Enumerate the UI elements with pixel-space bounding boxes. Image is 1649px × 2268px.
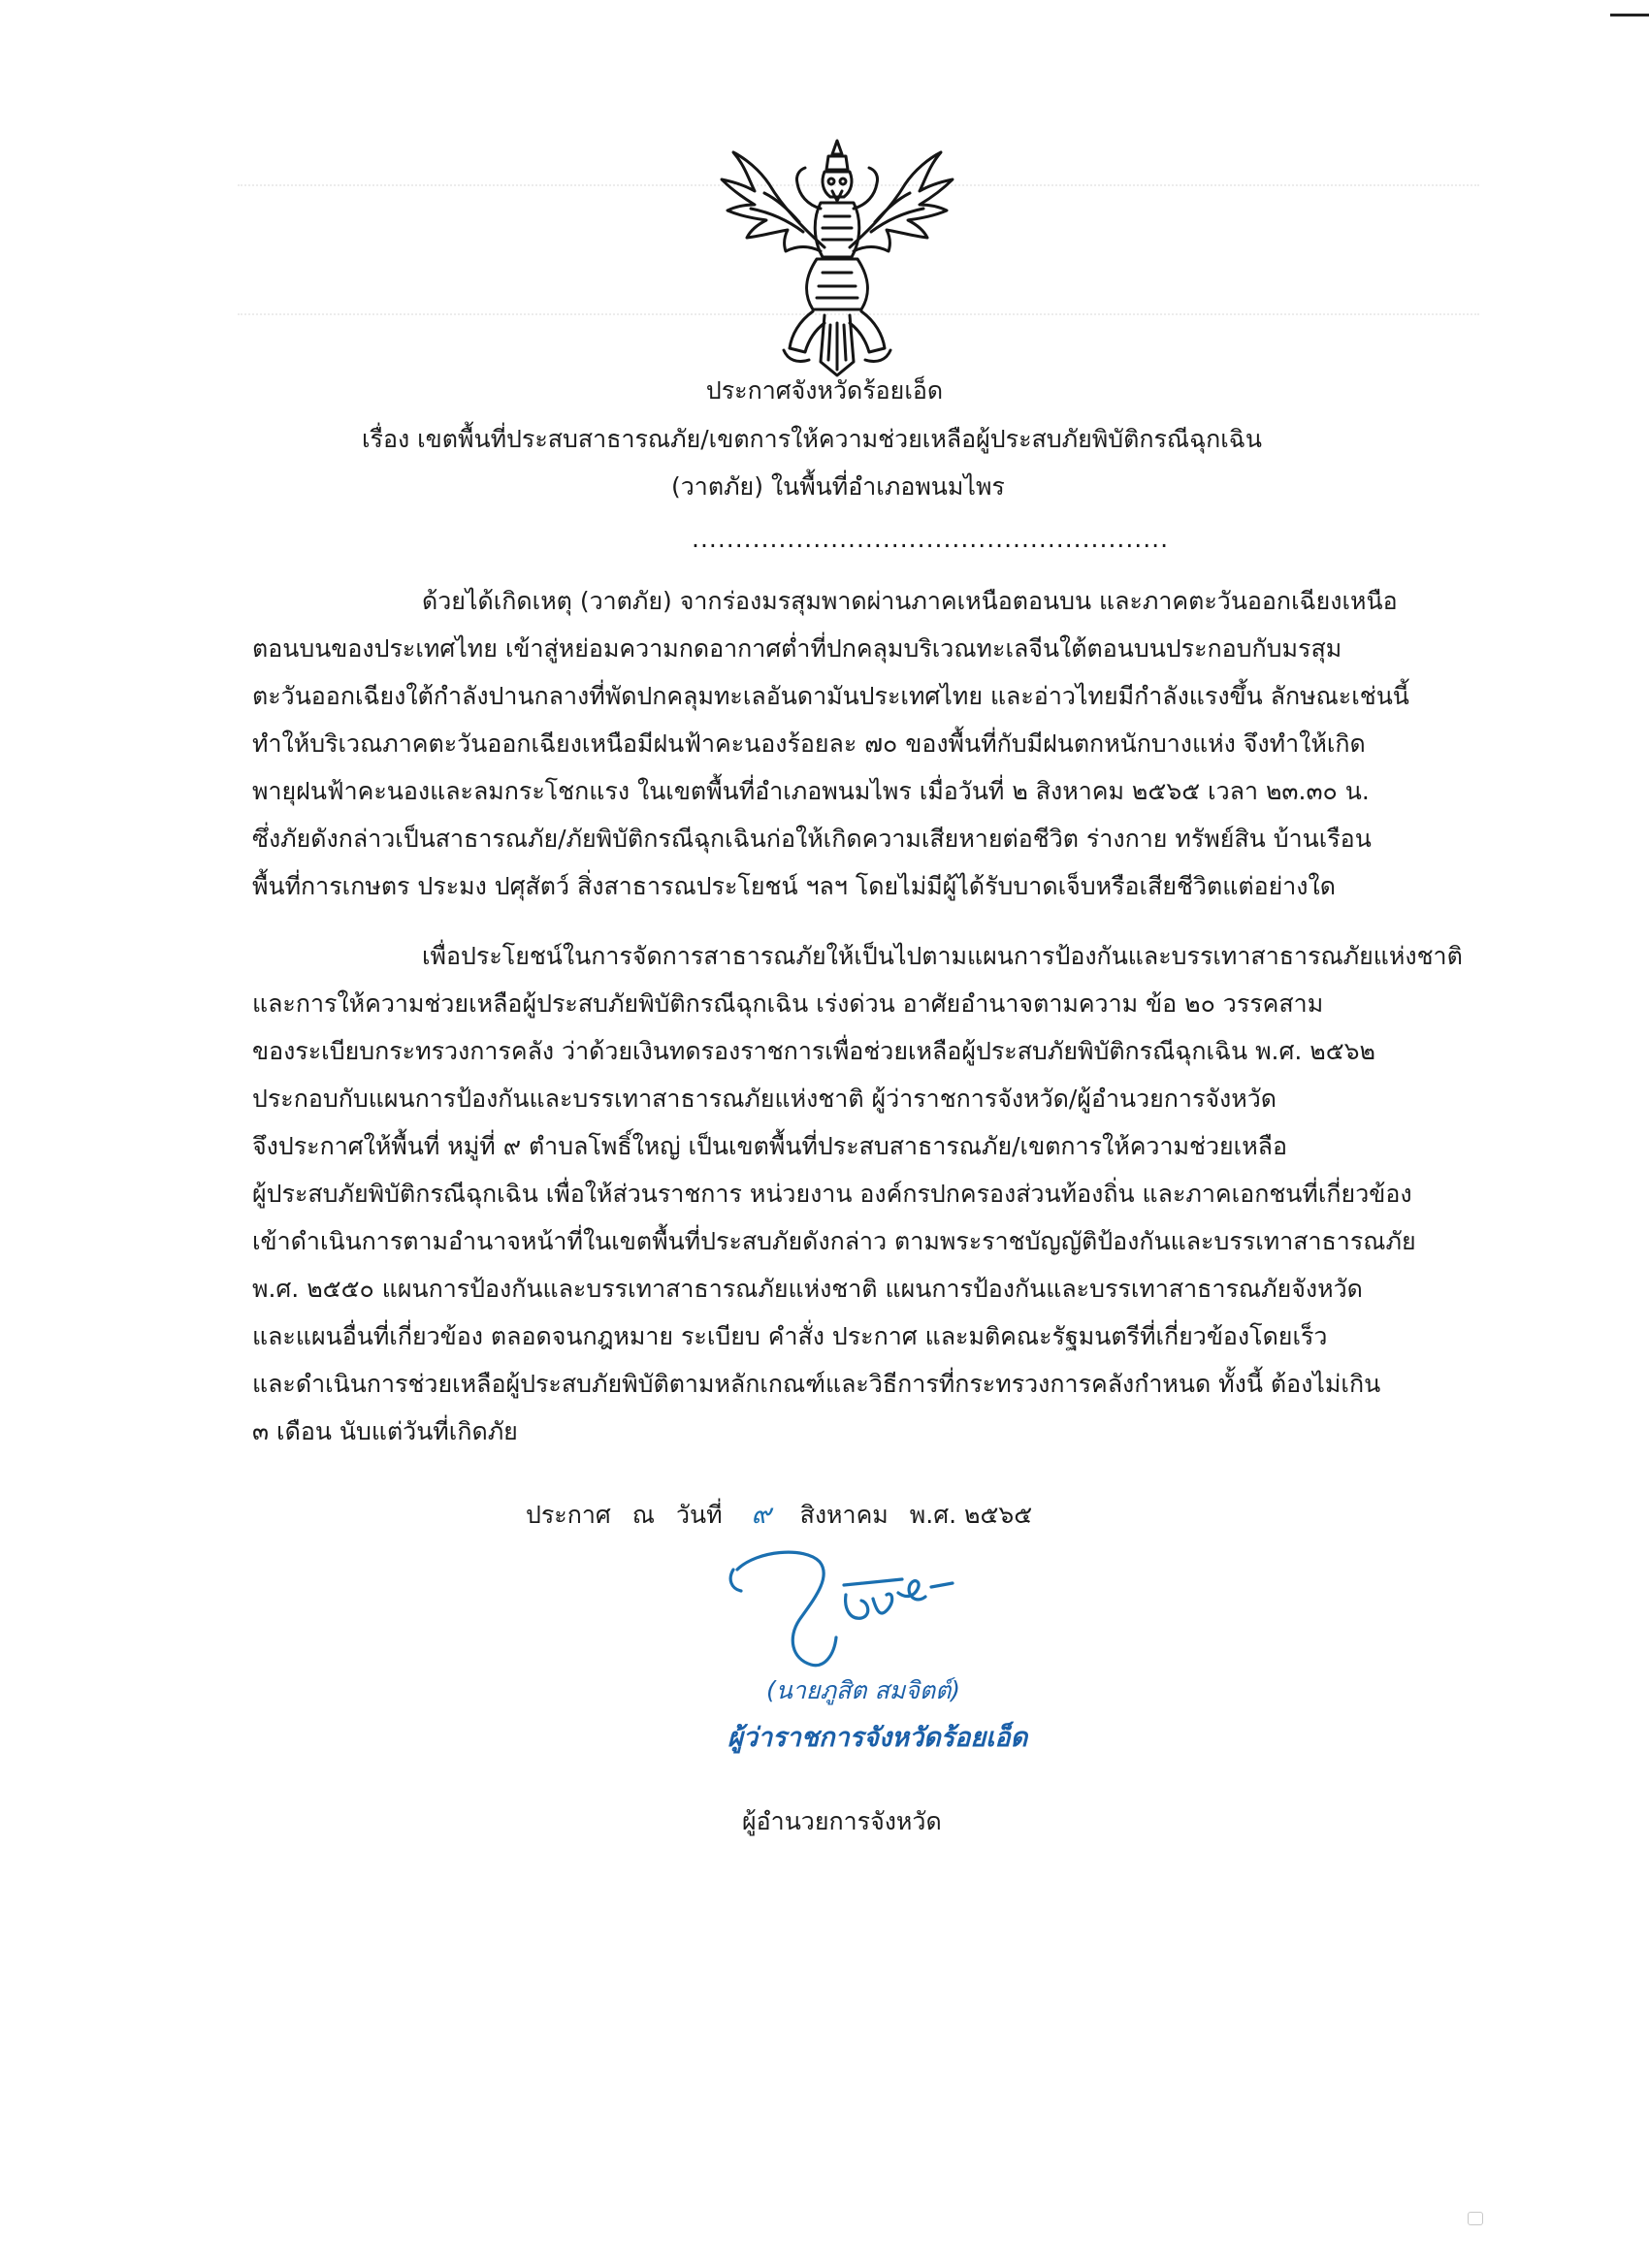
paragraph-line: ผู้ประสบภัยพิบัติกรณีฉุกเฉิน เพื่อให้ส่วนราชการ หน่วยงาน องค์กรปกครองส่วนท้องถิ่น และภาคเอกชนที่เกี่ยวข้อง (252, 1180, 1412, 1208)
announcement-dateline (526, 1497, 1032, 1533)
dateline-at: ณ (631, 1501, 655, 1529)
paragraph-line: ตะวันออกเฉียงใต้กำลังปานกลางที่พัดปกคลุมทะเลอันดามันประเทศไทย และอ่าวไทยมีกำลังแรงขึ้น ลักษณะเช่นนี้ (252, 682, 1409, 710)
paragraph-line: ทำให้บริเวณภาคตะวันออกเฉียงเหนือมีฝนฟ้าคะนองร้อยละ ๗๐ ของพื้นที่กับมีฝนตกหนักบางแห่ง จึงทำให้เกิด (252, 729, 1366, 758)
paragraph-line: เพื่อประโยชน์ในการจัดการสาธารณภัยให้เป็นไปตามแผนการป้องกันและบรรเทาสาธารณภัยแห่งชาติ (422, 942, 1463, 970)
paragraph-line: ประกอบกับแผนการป้องกันและบรรเทาสาธารณภัยแห่งชาติ ผู้ว่าราชการจังหวัด/ผู้อำนวยการจังหวัด (252, 1085, 1277, 1113)
scan-corner-mark (1610, 14, 1649, 16)
paragraph-line: และดำเนินการช่วยเหลือผู้ประสบภัยพิบัติตามหลักเกณฑ์และวิธีการที่กระทรวงการคลังกำหนด ทั้งนี้ ต้องไม่เกิน (252, 1370, 1381, 1398)
handwritten-signature (698, 1540, 1018, 1686)
paragraph-line: และแผนอื่นที่เกี่ยวข้อง ตลอดจนกฎหมาย ระเบียบ คำสั่ง ประกาศ และมติคณะรัฐมนตรีที่เกี่ยวข้องโดยเร็ว (252, 1322, 1328, 1350)
dateline-month: สิงหาคม (799, 1501, 889, 1529)
signatory-role: ผู้อำนวยการจังหวัด (742, 1807, 942, 1835)
paragraph-line: ซึ่งภัยดังกล่าวเป็นสาธารณภัย/ภัยพิบัติกรณีฉุกเฉินก่อให้เกิดความเสียหายต่อชีวิต ร่างกาย ทรัพย์สิน บ้านเรือน (252, 825, 1372, 853)
dateline-year: ๒๕๖๕ (963, 1501, 1033, 1529)
garuda-emblem-icon (716, 131, 958, 381)
paragraph-line: และการให้ความช่วยเหลือผู้ประสบภัยพิบัติกรณีฉุกเฉิน เร่งด่วน อาศัยอำนาจตามความ ข้อ ๒๐ วรรคสาม (252, 989, 1324, 1018)
announcement-title: ประกาศจังหวัดร้อยเอ็ด (705, 376, 944, 405)
subject-line: (วาตภัย) ในพื้นที่อำเภอพนมไพร (671, 472, 1005, 501)
dateline-day-word: วันที่ (675, 1501, 723, 1529)
paragraph-line: ด้วยได้เกิดเหตุ (วาตภัย) จากร่องมรสุมพาดผ่านภาคเหนือตอนบน และภาคตะวันออกเฉียงเหนือ (422, 587, 1398, 615)
paragraph-line: เข้าดำเนินการตามอำนาจหน้าที่ในเขตพื้นที่ประสบภัยดังกล่าว ตามพระราชบัญญัติป้องกันและบรรเทาสาธารณภัย (252, 1227, 1416, 1255)
title-separator: ....................................................... (692, 525, 1170, 553)
dateline-day: ๙ (751, 1498, 771, 1530)
paragraph-line: พ.ศ. ๒๕๕๐ แผนการป้องกันและบรรเทาสาธารณภัยแห่งชาติ แผนการป้องกันและบรรเทาสาธารณภัยจังหวัด (252, 1275, 1363, 1303)
page-corner-mark (1468, 2212, 1483, 2225)
dateline-era: พ.ศ. (909, 1501, 957, 1529)
signatory-name: (นายภูสิต สมจิตต์) (766, 1676, 961, 1704)
subject-line: เรื่อง เขตพื้นที่ประสบสาธารณภัย/เขตการให้ความช่วยเหลือผู้ประสบภัยพิบัติกรณีฉุกเฉิน (362, 425, 1262, 453)
paragraph-line: ตอนบนของประเทศไทย เข้าสู่หย่อมความกดอากาศต่ำที่ปกคลุมบริเวณทะเลจีนใต้ตอนบนประกอบกับมรสุม (252, 634, 1342, 663)
paragraph-line: พื้นที่การเกษตร ประมง ปศุสัตว์ สิ่งสาธารณประโยชน์ ฯลฯ โดยไม่มีผู้ได้รับบาดเจ็บหรือเสียชีวิตแต่อย่างใด (252, 872, 1336, 900)
paragraph-line: จึงประกาศให้พื้นที่ หมู่ที่ ๙ ตำบลโพธิ์ใหญ่ เป็นเขตพื้นที่ประสบสาธารณภัย/เขตการให้ความช่วยเหลือ (252, 1132, 1288, 1160)
dateline-prefix: ประกาศ (526, 1501, 611, 1529)
paragraph-line: พายุฝนฟ้าคะนองและลมกระโชกแรง ในเขตพื้นที่อำเภอพนมไพร เมื่อวันที่ ๒ สิงหาคม ๒๕๖๕ เวลา ๒๓.๓๐ น. (252, 777, 1370, 805)
paragraph-line: ของระเบียบกระทรวงการคลัง ว่าด้วยเงินทดรองราชการเพื่อช่วยเหลือผู้ประสบภัยพิบัติกรณีฉุกเฉิน พ.ศ. ๒๕๖๒ (252, 1037, 1376, 1065)
signatory-title: ผู้ว่าราชการจังหวัดร้อยเอ็ด (728, 1723, 1028, 1753)
paragraph-line: ๓ เดือน นับแต่วันที่เกิดภัย (252, 1417, 518, 1445)
